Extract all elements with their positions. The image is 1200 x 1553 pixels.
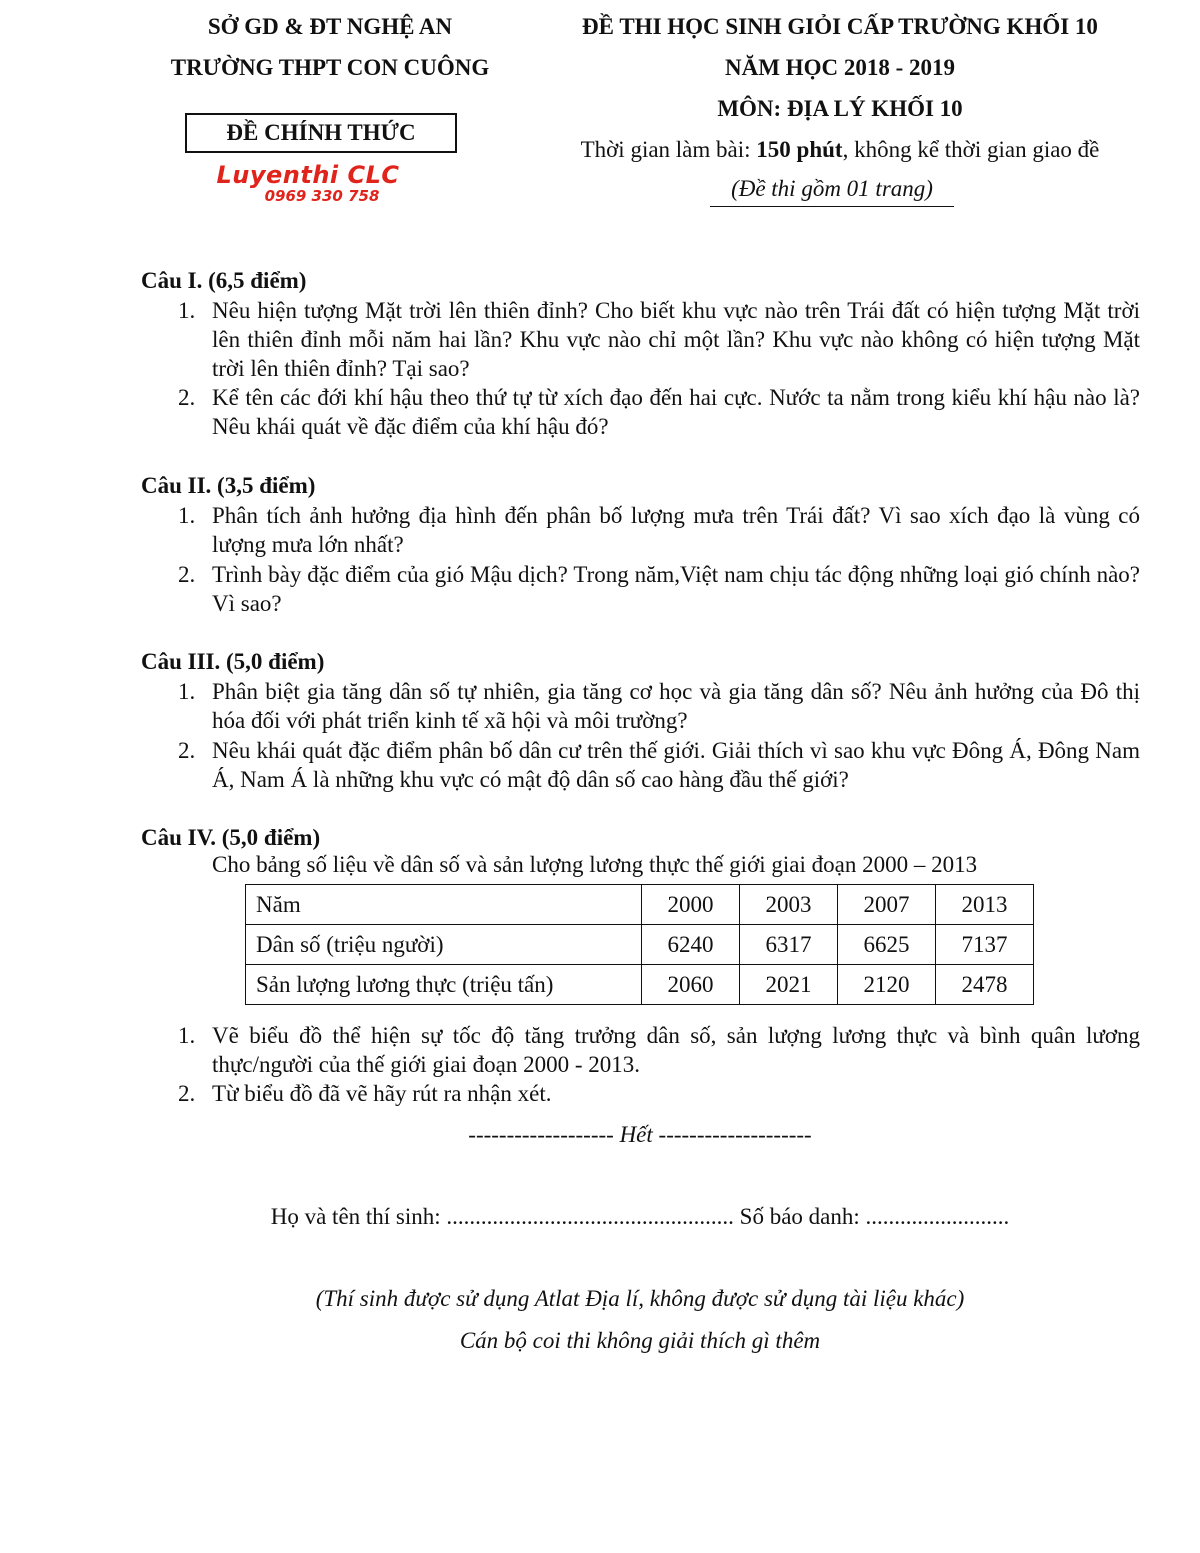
item-text: Kể tên các đới khí hậu theo thứ tự từ xích đạo đến hai cực. Nước ta nằm trong kiểu khí hậu nào là? Nêu khái quát về đặc điểm của khí hậu đó? [212, 385, 1140, 439]
exam-title: ĐỀ THI HỌC SINH GIỎI CẤP TRƯỜNG KHỐI 10 [582, 14, 1098, 39]
item-text: Nêu khái quát đặc điểm phân bố dân cư trên thế giới. Giải thích vì sao khu vực Đông Á, Đông Nam Á, Nam Á là những khu vực có mật độ dân số cao hàng đầu thế giới? [212, 738, 1140, 792]
table-cell: Sản lượng lương thực (triệu tấn) [246, 965, 642, 1005]
question-2-item-2 [178, 560, 1140, 618]
time-value: 150 phút [756, 137, 843, 162]
question-1-item-1 [178, 296, 1140, 383]
time-limit [540, 137, 1140, 163]
question-1-title: Câu I. (6,5 điểm) [141, 268, 307, 293]
logo [198, 162, 418, 210]
subject: MÔN: ĐỊA LÝ KHỐI 10 [717, 96, 963, 121]
item-number: 2. [178, 385, 196, 410]
table-cell: 6240 [642, 925, 740, 965]
item-number: 2. [178, 562, 196, 587]
atlas-note: (Thí sinh được sử dụng Atlat Địa lí, không được sử dụng tài liệu khác) [315, 1286, 965, 1311]
item-number: 1. [178, 503, 196, 528]
item-number: 1. [178, 679, 196, 704]
question-4-intro: Cho bảng số liệu về dân số và sản lượng lương thực thế giới giai đoạn 2000 – 2013 [212, 852, 978, 877]
table-cell: 2478 [936, 965, 1034, 1005]
department-name: SỞ GD & ĐT NGHỆ AN [207, 14, 453, 39]
table-cell: 2003 [740, 885, 838, 925]
pages-note: (Đề thi gồm 01 trang) [710, 176, 954, 207]
item-text: Từ biểu đồ đã vẽ hãy rút ra nhận xét. [212, 1081, 552, 1106]
table-cell: 2000 [642, 885, 740, 925]
table-cell: 6625 [838, 925, 936, 965]
table-cell: 6317 [740, 925, 838, 965]
proctor-note: Cán bộ coi thi không giải thích gì thêm [459, 1328, 821, 1353]
question-2-title: Câu II. (3,5 điểm) [141, 473, 316, 498]
question-3-item-1 [178, 677, 1140, 735]
time-prefix: Thời gian làm bài: [580, 137, 757, 162]
question-1-item-2 [178, 383, 1140, 441]
end-word: Hết [619, 1122, 653, 1147]
data-table [245, 884, 1034, 1005]
item-number: 2. [178, 1081, 196, 1106]
time-suffix: , không kể thời gian giao đề [842, 137, 1100, 162]
item-text: Vẽ biểu đồ thể hiện sự tốc độ tăng trưởng dân số, sản lượng lương thực và bình quân lương thực/người của thế giới giai đoạn 2000 - 2013. [212, 1023, 1140, 1077]
table-row [246, 965, 1034, 1005]
table-row [246, 925, 1034, 965]
item-number: 2. [178, 738, 196, 763]
item-number: 1. [178, 298, 196, 323]
school-year: NĂM HỌC 2018 - 2019 [725, 55, 955, 80]
question-3-item-2 [178, 736, 1140, 794]
logo-text: Luyenthi CLC [216, 161, 400, 189]
student-info-line: Họ và tên thí sinh: .................................................. Số báo danh: ......................... [270, 1204, 1010, 1229]
table-cell: 2120 [838, 965, 936, 1005]
table-cell: 2013 [936, 885, 1034, 925]
question-3-title: Câu III. (5,0 điểm) [141, 649, 325, 674]
end-dashes-right: -------------------- [652, 1122, 812, 1147]
question-4-item-1 [178, 1021, 1140, 1079]
item-text: Nêu hiện tượng Mặt trời lên thiên đỉnh? Cho biết khu vực nào trên Trái đất có hiện tượng Mặt trời lên thiên đỉnh mỗi năm hai lần? Khu vực nào chỉ một lần? Khu vực nào không có hiện tượng Mặt trời lên thiên đỉnh? Tại sao? [212, 298, 1140, 381]
item-text: Trình bày đặc điểm của gió Mậu dịch? Trong năm,Việt nam chịu tác động những loại gió chính nào? Vì sao? [212, 562, 1140, 616]
table-header-row [246, 885, 1034, 925]
table-cell: Năm [246, 885, 642, 925]
item-number: 1. [178, 1023, 196, 1048]
item-text: Phân biệt gia tăng dân số tự nhiên, gia tăng cơ học và gia tăng dân số? Nêu ảnh hưởng của Đô thị hóa đối với phát triển kinh tế xã hội và môi trường? [212, 679, 1140, 733]
table-cell: 2007 [838, 885, 936, 925]
table-cell: Dân số (triệu người) [246, 925, 642, 965]
question-4-title: Câu IV. (5,0 điểm) [141, 825, 321, 850]
logo-phone: 0969 330 758 [264, 187, 380, 205]
official-exam-box [185, 113, 457, 153]
school-name: TRƯỜNG THPT CON CUÔNG [170, 55, 490, 80]
end-marker [0, 1122, 1200, 1148]
question-2-item-1 [178, 501, 1140, 559]
official-label: ĐỀ CHÍNH THỨC [226, 120, 416, 145]
table-cell: 2060 [642, 965, 740, 1005]
end-dashes-left: ------------------- [468, 1122, 620, 1147]
table-cell: 2021 [740, 965, 838, 1005]
question-4-item-2 [178, 1079, 1140, 1108]
table-cell: 7137 [936, 925, 1034, 965]
item-text: Phân tích ảnh hưởng địa hình đến phân bố lượng mưa trên Trái đất? Vì sao xích đạo là vùng có lượng mưa lớn nhất? [212, 503, 1140, 557]
